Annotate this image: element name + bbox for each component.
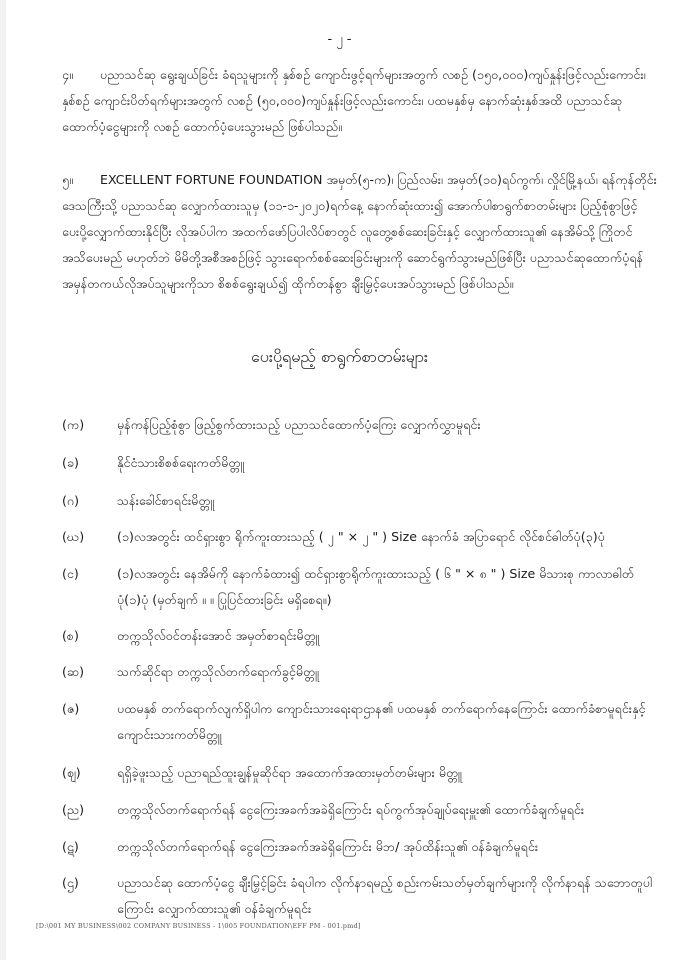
page-edge-left — [0, 0, 6, 960]
item-label: (ည) — [62, 802, 85, 817]
item-text: သန်းခေါင်စာရင်းမိတ္တူ — [117, 493, 215, 508]
item-label: (ခ) — [62, 455, 79, 470]
item-label: (ဂ) — [62, 493, 80, 508]
item-text: ပညာသင်ဆု ထောက်ပံ့ငွေ ချီးမြှင့်ခြင်း ခံရပါက လိုက်နာရမည့် စည်းကမ်းသတ်မှတ်ချက်များကို လိုက်နာရန် သဘောတူပါကြောင်း လျှောက်ထားသူ၏ ဝန်ခံချက်မူရင်း — [117, 875, 653, 916]
paragraph-text: ပညာသင်ဆု ရွေးချယ်ခြင်း ခံရသူများကို နှစ်စဉ် ကျောင်းဖွင့်ရက်များအတွက် လစဉ် (၁၅၀,၀၀၀)ကျပ်နှုန်းဖြင့်လည်းကောင်း၊ နှစ်စဉ် ကျောင်းပိတ်ရက်များအတွက် လစဉ် (၅၀,၀၀၀)ကျပ်နှုန်းဖြင့်လည်းကောင်း၊ ပထမနှစ်မှ နောက်ဆုံးနှစ်အထိ ပညာသင်ဆု ထောက်ပံ့ငွေများကို လစဉ် ထောက်ပံ့ပေးသွားမည် ဖြစ်ပါသည်။ — [62, 67, 646, 134]
list-item — [62, 524, 657, 550]
list-item — [62, 760, 657, 786]
item-text: သက်ဆိုင်ရာ တက္ကသိုလ်တက်ရောက်ခွင့်မိတ္တူ — [117, 664, 319, 679]
item-label: (င) — [62, 566, 79, 581]
item-label: (ဇ) — [62, 701, 80, 716]
list-item — [62, 623, 657, 649]
paragraph-number: ၅။ — [62, 172, 73, 187]
list-item — [62, 797, 657, 823]
list-item — [62, 412, 657, 438]
list-item — [62, 870, 657, 922]
item-label: (ဈ) — [62, 765, 81, 780]
item-text: မှန်ကန်ပြည့်စုံစွာ ဖြည့်စွက်ထားသည့် ပညာသင်ထောက်ပံ့ကြေး လျှောက်လွှာမူရင်း — [117, 417, 481, 432]
paragraph-5 — [62, 167, 657, 297]
paragraph-number: ၄။ — [62, 67, 73, 82]
list-item — [62, 659, 657, 685]
item-text: (၁)လအတွင်း ထင်ရှားစွာ ရိုက်ကူးထားသည့် ( ၂ " × ၂ " ) Size နောက်ခံ အပြာရောင် လိုင်စင်ဓါတ်ပုံ(၃)ပုံ — [117, 529, 605, 544]
item-label: (ဌ) — [62, 875, 79, 890]
page-number: - ၂ - — [327, 32, 352, 47]
item-label: (က) — [62, 417, 85, 432]
list-item — [62, 834, 657, 860]
section-heading: ပေးပို့ရမည့် စာရွက်စာတမ်းများ — [251, 347, 428, 366]
list-item — [62, 561, 657, 613]
file-path-footer: [D:\001 MY BUSINESS\002 COMPANY BUSINESS - 1\005 FOUNDATION\EFF PM - 001.pmd] — [36, 922, 361, 930]
item-text: ပထမနှစ် တက်ရောက်လျက်ရှိပါက ကျောင်းသားရေးရာဌာန၏ ပထမနှစ် တက်ရောက်နေကြောင်း ထောက်ခံစာမူရင်းနှင့် ကျောင်းသားကတ်မိတ္တူ — [117, 701, 646, 742]
item-label: (ဃ) — [62, 529, 85, 544]
item-label: (ဋ) — [62, 839, 79, 854]
list-item — [62, 450, 657, 476]
list-item — [62, 696, 657, 748]
item-text: တက္ကသိုလ်ဝင်တန်းအောင် အမှတ်စာရင်းမိတ္တူ — [117, 628, 320, 643]
item-text: တက္ကသိုလ်တက်ရောက်ရန် ငွေကြေးအခက်အခဲရှိကြောင်း မိဘ/ အုပ်ထိန်းသူ၏ ဝန်ခံချက်မူရင်း — [117, 839, 539, 854]
paragraph-text: EXCELLENT FORTUNE FOUNDATION အမှတ်(၅-က)၊ ပြည်လမ်း၊ အမှတ်(၁၀)ရပ်ကွက်၊ လှိုင်မြို့နယ်၊ ရန်ကုန်တိုင်းဒေသကြီးသို့ ပညာသင်ဆု လျှောက်ထားသူမှ (၁၁-၁-၂၀၂၀)ရက်နေ့ နောက်ဆုံးထား၍ အောက်ပါစာရွက်စာတမ်းများ ပြည့်စုံစွာဖြင့် ပေးပို့လျှောက်ထားနိုင်ပြီး လိုအပ်ပါက အထက်ဖော်ပြပါလိပ်စာတွင် လူတွေ့စစ်ဆေးခြင်းနှင့် လျှောက်ထားသူ၏ နေအိမ်သို့ ကြိုတင်အသိပေးမည် မဟုတ်ဘဲ မိမိတို့အစီအစဉ်ဖြင့် သွားရောက်စစ်ဆေးခြင်းများကို ဆောင်ရွက်သွားမည်ဖြစ်ပြီး ပညာသင်ဆုထောက်ပံ့ရန် အမှန်တကယ်လိုအပ်သူများကိုသာ စိစစ်ရွေးချယ်၍ ထိုက်တန်စွာ ချီးမြှင့်ပေးအပ်သွားမည် ဖြစ်ပါသည်။ — [62, 172, 657, 291]
paragraph-4 — [62, 62, 657, 140]
item-text: နိုင်ငံသားစိစစ်ရေးကတ်မိတ္တူ — [117, 455, 245, 470]
item-text: တက္ကသိုလ်တက်ရောက်ရန် ငွေကြေးအခက်အခဲရှိကြောင်း ရပ်ကွက်အုပ်ချုပ်ရေးမှူး၏ ထောက်ခံချက်မူရင်း — [117, 802, 585, 817]
item-label: (စ) — [62, 628, 79, 643]
item-label: (ဆ) — [62, 664, 85, 679]
list-item — [62, 488, 657, 514]
item-text: (၁)လအတွင်း နေအိမ်ကို နောက်ခံထား၍ ထင်ရှားစွာရိုက်ကူးထားသည့် ( ၆ " × ၈ " ) Size မိသားစု ကာလာဓါတ်ပုံ(၁)ပုံ (မှတ်ချက် ။ ။ ပြုပြင်ထားခြင်း မရှိစေရ။) — [117, 566, 635, 607]
item-text: ရရှိခဲ့ဖူးသည့် ပညာရည်ထူးချွန်မှုဆိုင်ရာ အထောက်အထားမှတ်တမ်းများ မိတ္တူ — [117, 765, 462, 780]
